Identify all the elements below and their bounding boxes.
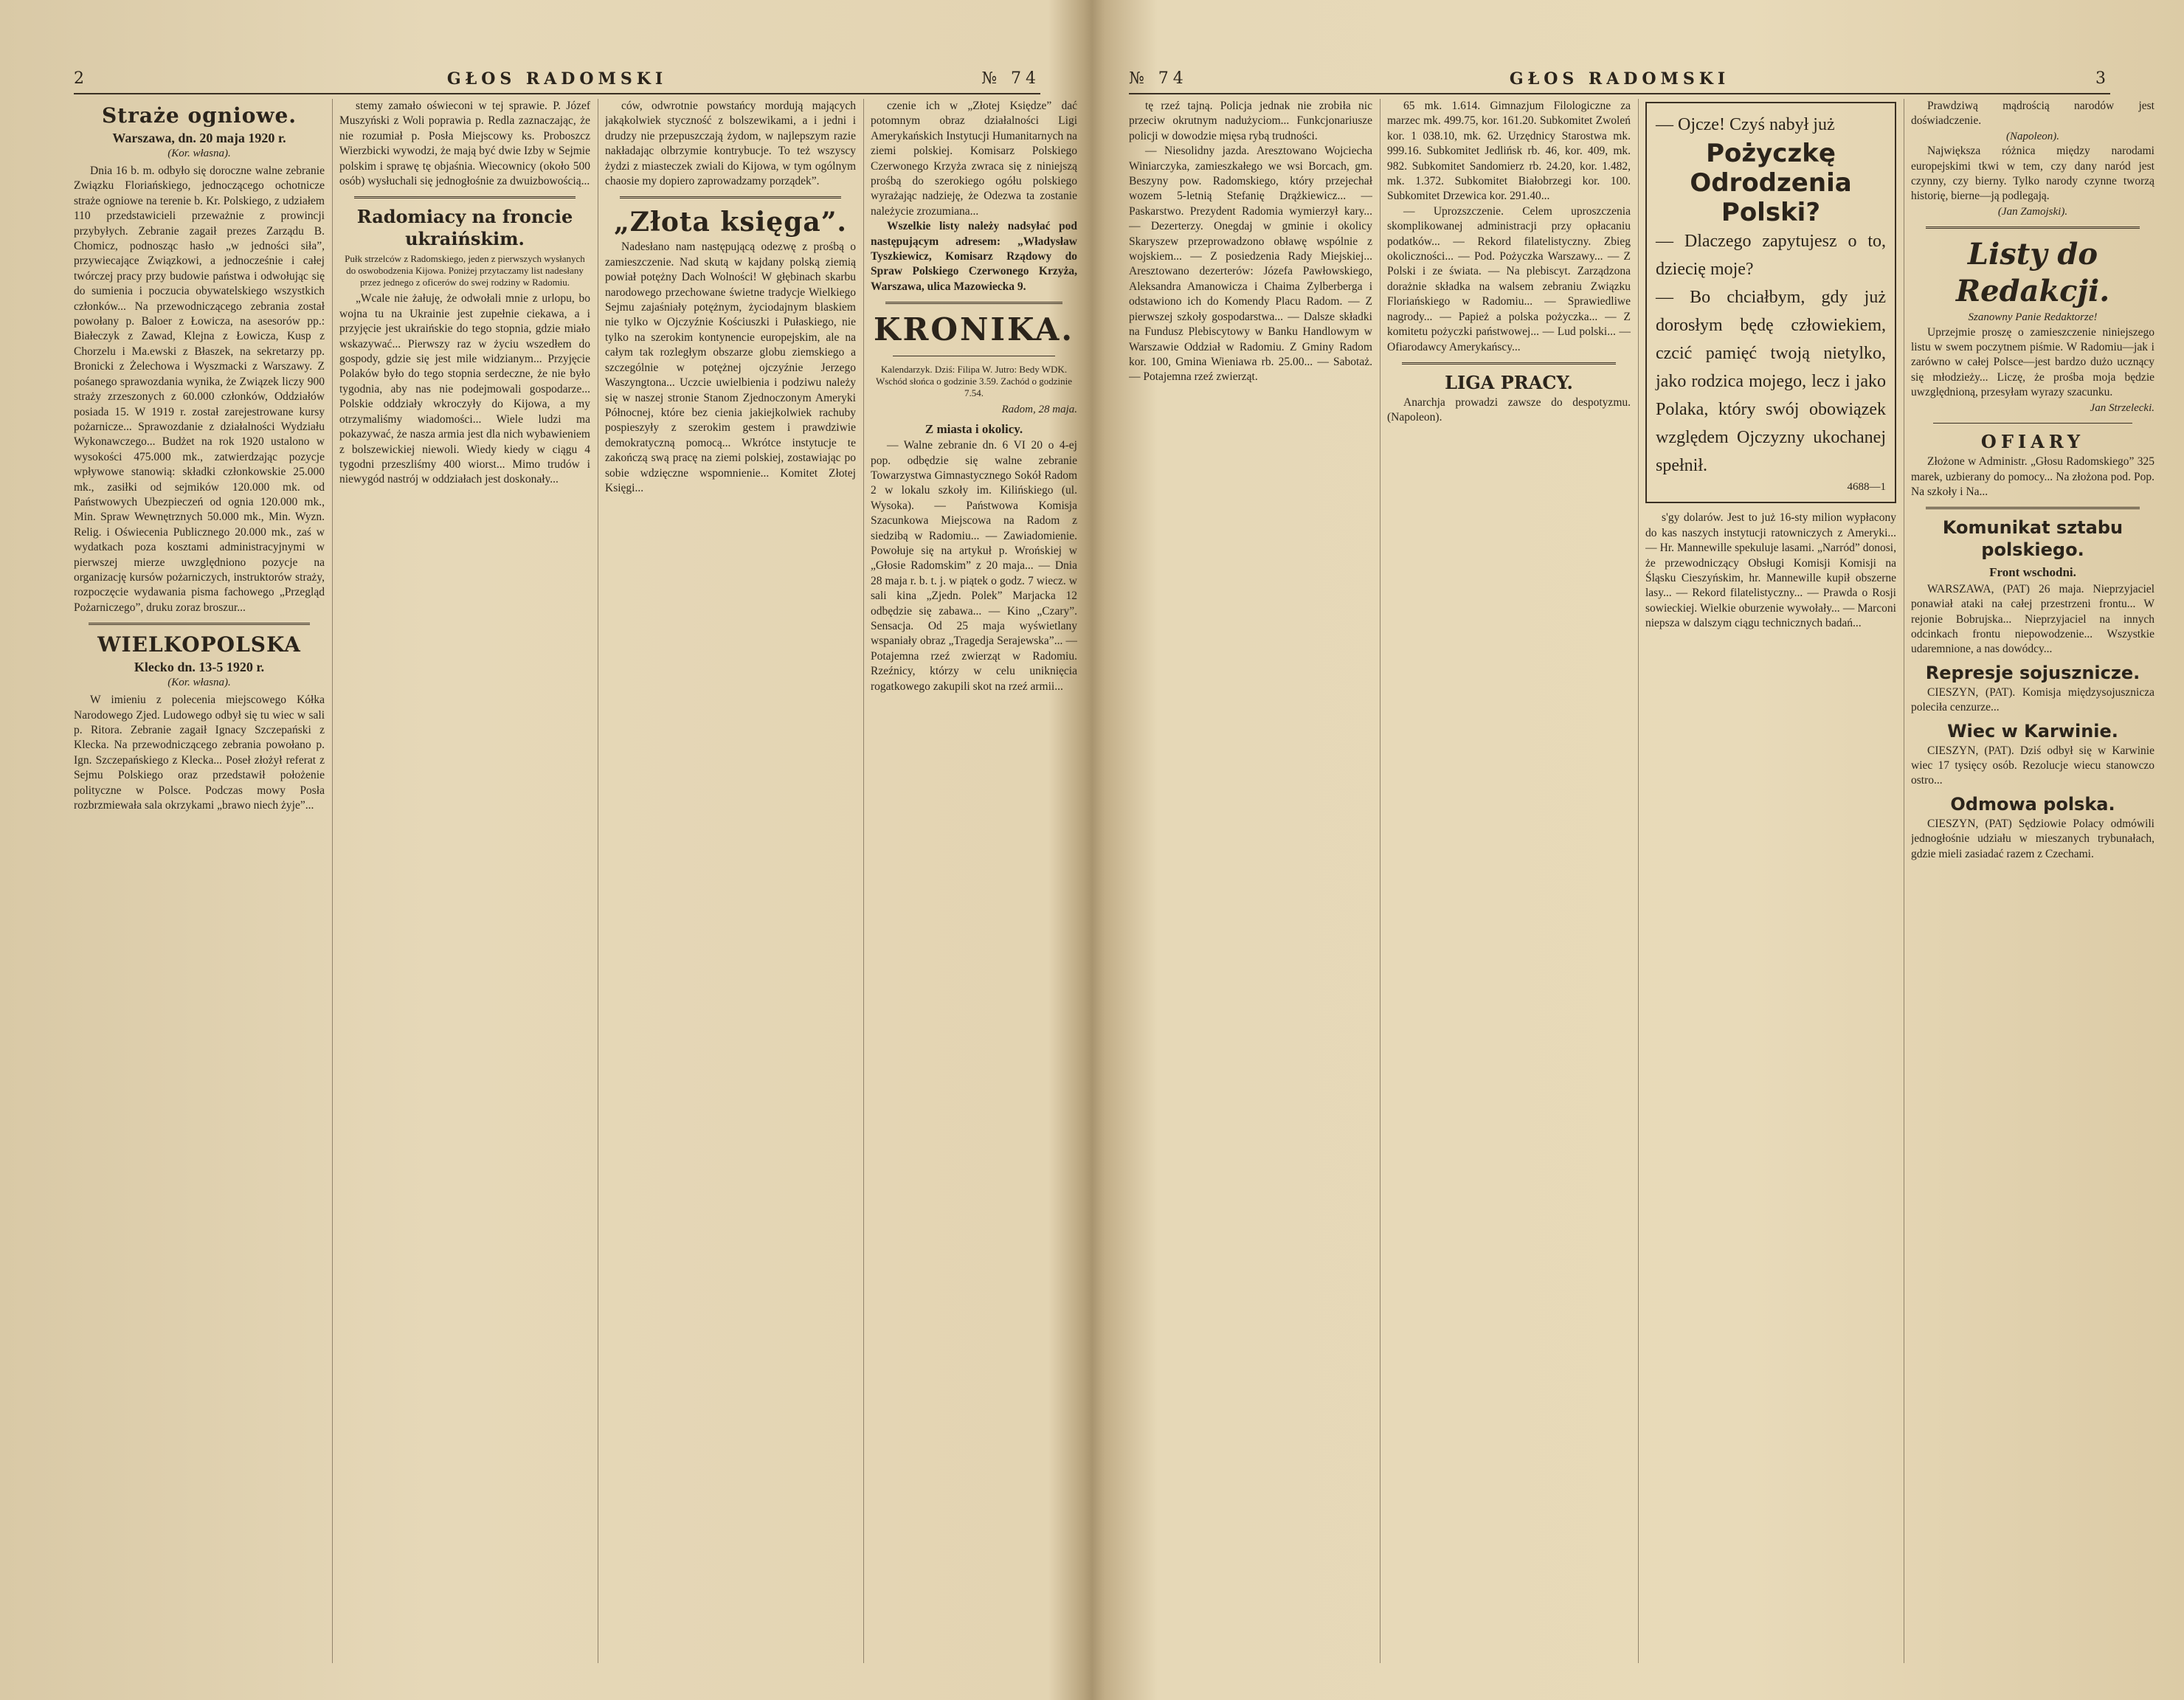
article-byline: (Kor. własna). <box>167 677 231 689</box>
divider <box>1926 507 2140 509</box>
column-2 <box>1387 99 1631 1663</box>
divider <box>89 623 310 625</box>
article-body: WARSZAWA, (PAT) 26 maja. Nieprzyjaciel ponawiał ataki na całej przestrzeni frontu... W rejonie Bobrujska... Nieprzyjaciel na innych odcinkach frontu niepowodzenie... Wszystkie udaremnione, a nas dowódcy... <box>1911 582 2154 656</box>
masthead-title: GŁOS RADOMSKI <box>446 69 668 89</box>
section-headline: OFIARY <box>1980 431 2085 453</box>
article-dateline: Warszawa, dn. 20 maja 1920 r. <box>112 131 286 145</box>
ad-headline: Pożyczkę Odrodzenia Polski? <box>1690 139 1852 227</box>
ad-reference: 4688—1 <box>1847 481 1886 493</box>
article-note: Pułk strzelców z Radomskiego, jeden z pierwszych wysłanych do oswobodzenia Kijowa. Poniżej przytaczamy list nadesłany przez jednego z oficerów do swej rodziny w Radomiu. <box>345 253 585 288</box>
column-4 <box>871 99 1077 1663</box>
page-number: 2 <box>74 69 89 88</box>
letters-headline: Listy do Redakcji. <box>1955 237 2110 309</box>
article-body: Nadesłano nam następującą odezwę z prośbą o zamieszczenie. Nad skutą w kajdany polską ziemią powiał potężny Dach Wolności! W głębinach skarbu narodowego przechowane świetne tradycje Wielkiego Sejmu zajaśniały potężnym, życiodajnym blaskiem nie tylko w Ojczyźnie Kościuszki i Pułaskiego, nie tylko na szerokim kontynencie europejskim, ale na całym tak rozległym obszarze globu ziemskiego a szczególnie w potężnej ojczyźnie Jerzego Waszyngtona... Uczcie uwielbienia i podziwu należy się w naszej stronie Stanom Zjednoczonym Ameryki Północnej, które bez cienia jakiejkolwiek rachuby pospieszyły z szerokim gestem i prawdziwie demokratyczną pomocą... Wkrótce instytucje te zakończą swą pracę na ziemi polskiej, zostawiając po sobie wdzięczne wspomnienie... Komitet Złotej Księgi... <box>605 241 856 494</box>
article-body: stemy zamało oświeconi w tej sprawie. P. Józef Muszyński z Woli poprawia p. Redla zaznaczając, że nie rozumiał p. Posła Miejscowy ks. Proboszcz Wierzbicki wywodzi, że mają być dwie Izby w Sejmie polskim i sprawę tę objaśnia. Wiecownicy (około 500 osób) wysłuchali się jednogłośnie za dwuizbowością... <box>339 100 590 188</box>
divider <box>885 302 1062 304</box>
article-body: s'gy dolarów. Jest to już 16-sty milion wypłacony do kas naszych instytucji ratowniczych z Ameryki... — Hr. Mannewille spekuluje lasami. „Narród” donosi, że przewodniczący Obsługi Komisji Komisji na Śląsku Cieszyńskim, hr. Mannewille kupił obszerne lasy... — Rekord filatelistyczny... — Prawda o Rosji sowieckiej. Wielkie oburzenie wywołały... — Marconi niepsza w dalszym ciągu technicznych badań... <box>1645 511 1896 630</box>
article-body: CIESZYN, (PAT) Sędziowie Polacy odmówili jednogłośnie udziału w mieszanych trybunałach, gdzie mieli zasiadać razem z Czechami. <box>1911 817 2154 860</box>
article-headline: Radomiacy na froncie ukraińskim. <box>356 206 573 250</box>
column-rule <box>1638 99 1639 1663</box>
masthead-title: GŁOS RADOMSKI <box>1509 69 1730 89</box>
article-headline: WIELKOPOLSKA <box>97 632 301 657</box>
section-headline: KRONIKA. <box>873 311 1075 348</box>
article-address: Wszelkie listy należy nadsyłać pod następującym adresem: „Władysław Tyszkiewicz, Komisarz Rządowy do Spraw Polskiego Czerwonego Krzyża, Warszawa, ulica Mazowiecka 9. <box>871 220 1077 293</box>
right-page <box>1099 0 2184 1700</box>
article-headline: Represje sojusznicze. <box>1925 662 2140 683</box>
article-body: — Walne zebranie dn. 6 VI 20 o 4-ej pop. odbędzie się walne zebranie Towarzystwa Gimnastycznego Sokół Radom 2 w lokalu szkoły im. Kilińskiego (ul. Wysoka). — Państwowa Komisja Szacunkowa Miejscowa na Radom z siedzibą w Radomiu... — Zawiadomienie. Powołuje się na artykuł p. Wrońskiej w „Głosie Radomskim” z 20 maja... — Dnia 28 maja r. b. t. j. w piątek o godz. 7 wiecz. w sali kina „Zjedn. Polek” Marjacka 12 odbędzie się zabawa... — Kino „Czary”. Sensacja. Od 25 maja wyświetlany wspaniały obraz „Tragedja Serajewska”... — Potajemna rzeź zwierząt w Radomiu. Rzeźnicy, którzy w celu uniknięcia rogatkowego zakupili skot na rzeź armii... <box>871 439 1077 693</box>
article-dateline: Klecko dn. 13-5 1920 r. <box>134 660 265 675</box>
article-body: Anarchja prowadzi zawsze do despotyzmu. (Napoleon). <box>1387 395 1631 424</box>
place-date: Radom, 28 maja. <box>1001 404 1077 416</box>
quote-author: (Jan Zamojski). <box>1997 205 2068 218</box>
article-headline: Komunikat sztabu polskiego. <box>1942 517 2123 561</box>
article-body: CIESZYN, (PAT). Dziś odbył się w Karwinie wiec 17 tysięcy osób. Rezolucje wiecu stanowczo ostro... <box>1911 744 2154 787</box>
letters-salutation: Szanowny Panie Redaktorze! <box>1968 311 2098 324</box>
article-body: W imieniu z polecenia miejscowego Kółka Narodowego Zjed. Ludowego odbył się tu wiec w sali p. Ritora. Zebranie zagaił Ignacy Szczepański z Klecka. Na przewodniczącego zebrania powołano p. Ign. Szczepańskiego z Klecka... Poseł złożył referat z Sejmu Polskiego oraz przedstawił położenie polityczne w Polsce. Podczas mowy Posła rozbrzmiewała sala okrzykami „brawo niech żyje”... <box>74 694 325 812</box>
divider <box>354 196 576 198</box>
article-body: — Niesolidny jazda. Aresztowano Wojciecha Winiarczyka, zamieszkałego we wsi Borcach, gm. Beszyny pow. Radomskiego, który przejechał wozem 5-letnią Stefanię Drążkiewicz... — Paskarstwo. Prezydent Radomia wymierzył kary... — Dezerterzy. Onegdaj w gminie i okolicy Skaryszew przeprowadzono obławę wspólnie z wojskiem... — Z posiedzenia Rady Miejskiej... Aresztowano dezerterów: Józefa Pawłowskiego, Aleksandra Amanowicza i Chaima Zylberberga i odstawiono ich do Komendy Placu Radom. — Z pierwszej szkoły gospodarstwa... — Dalsze składki na Fundusz Plebiscytowy w Banku Handlowym w Warszawie Oddział w Radomiu. Z Gminy Radom kor. 100, Gmina Wieniawa rb. 25.00... — Sabotaż. — Potajemna rzeź zwierząt. <box>1129 145 1372 384</box>
issue-number: № 74 <box>1129 69 1188 88</box>
column-3 <box>605 99 856 1663</box>
article-body: — Uprozszczenie. Celem uproszczenia skomplikowanej administracji przy opłacaniu podatków... — Rekord filatelistyczny. Zbieg okoliczności... — Pod. Pożyczka Warszawy... — Z Polski i ze świata. — Na plebiscyt. Zarządzona dorażnie składka na walsem zebraniu Związku Floriańskiego w Radomiu... — Sprawiedliwe nagrody... — Papież a polska pożyczka... — Z komitetu pożyczki państwowej... — Lud polski... — Ofiarodawcy Amerykańscy... <box>1387 204 1631 353</box>
quote-author: (Napoleon). <box>2005 130 2060 142</box>
column-2 <box>339 99 590 1663</box>
column-4 <box>1911 99 2154 1663</box>
article-byline: (Kor. własna). <box>167 148 231 159</box>
divider <box>1933 423 2132 424</box>
section-subheading: Z miasta i okolicy. <box>925 421 1023 436</box>
loan-advertisement <box>1645 102 1896 503</box>
issue-number: № 74 <box>981 69 1040 88</box>
column-rule <box>863 99 864 1663</box>
divider <box>1402 362 1616 364</box>
article-body: 65 mk. 1.614. Gimnazjum Filologiczne za marzec mk. 499.75, kor. 161.20. Subkomitet Zwoleń kor. 1 038.10, mk. 62. Urzędnicy Starostwa mk. 999.16. Subkomitet Jedlińsk rb. 46, kor. 409, mk. 982. Subkomitet Sandomierz rb. 24.20, kor. 1.482, mk. 1.372. Subkomitet Białobrzegi kor. 100. Subkomitet Drzewica kor. 291.40... <box>1387 100 1631 203</box>
column-1 <box>74 99 325 1663</box>
column-1 <box>1129 99 1372 1663</box>
column-3 <box>1645 99 1896 1663</box>
quote: Największa różnica między narodami europejskimi tkwi w tem, czy dany naród jest czynny, czy bierny. Tylko narody czynne tworzą historię, bierne—ją podlegają. <box>1911 145 2154 203</box>
ad-line: — Ojcze! Czyś nabył już <box>1656 115 1835 134</box>
article-headline: Wiec w Karwinie. <box>1947 720 2118 742</box>
running-head-left <box>74 65 1040 94</box>
divider <box>1926 227 2140 229</box>
article-body: Dnia 16 b. m. odbyło się doroczne walne zebranie Związku Floriańskiego, jednoczącego ochotnicze straże ogniowe na terenie b. Kr. Polskiego, z udziałem 110 przedstawicieli przeważnie z prowincji przybyłych. Zebranie zagaił prezes Zarządu B. Chomicz, podnosząc hasło „w jedności siła”, przywiecające Związkowi, a jednocześnie i całej twórczej pracy przy budowie państwa i odwołując się do sumienia i poczucia obywatelskiego wszystkich członków... Na przewodniczącego zebrania został powołany p. Baloer z Łowicza, na asesorów pp.: Białeczyk z Zawad, Klejna z Łowicza, Kusp z Chorzelu i Ma.ewski z Błaszek, na sekretarzy pp. Bronicki z Żelechowa i Wyszmacki z Warszawy. Z pośanego sprawozdania wynika, że Związek liczy 900 straży zrzeszonych z 60.000 członków, Oddziałów posiada 15. W 1919 r. został zarejestrowane kursy pożarnicze... Sprawozdanie z działalności Wydziału Wykonawczego... Budżet na rok 1920 ustalono w wysokości 475.000 mk., zatwierdzając pozycje wpływowe stanowią: składki członkowskie 25.000 mk., zasiłki od sejmików 120.000 mk. od Państwowych Ubezpieczeń od ognia 120.000 mk., Min. Spraw Wewnętrznych 50.000 mk., Min. Wyzn. Relig. i Oświecenia Publicznego 20.000 mk., zaś w wydatkach poza kosztami administracyjnymi w pierwszej mierze uwzględniono pozycje na organizację kursów pożarniczych, instruktorów straży, rozpoczęcie wydawania pisma fachowego „Przegląd Pożarniczego”, druku zoraz broszur... <box>74 165 325 614</box>
running-head-right <box>1129 65 2110 94</box>
letters-body: Uprzejmie proszę o zamieszczenie niniejszego listu w swem poczytnem piśmie. W Radomiu—jak i zarówno w całej Polsce—jest bardzo dużo ucznący się młodzieży... Liczę, że prośba moja będzie uwzględnioną, przesyłam wyrazy szacunku. <box>1911 325 2154 399</box>
offers-body: Złożone w Administr. „Głosu Radomskiego” 325 marek, uzbierany do pomocy... Na złożona pod. Pop. Na szkoły i Na... <box>1911 455 2154 498</box>
page-number: 3 <box>2095 69 2110 88</box>
article-body: tę rzeź tajną. Policja jednak nie zrobiła nic przeciw okrutnym nadużyciom... Funkcjonariusze policji w dowodzie mięsa rybą trudności. <box>1129 100 1372 142</box>
article-body: czenie ich w „Złotej Księdze” dać potomnym obraz działalności Ligi Amerykańskich Instytucji Humanitarnych na ziemi polskiej. Komisarz Polskiego Czerwonego Krzyża zwraca się z niniejszą prośbą do szerokiego ogółu polskiego wyrażając nadzieję, że Odezwa ta zostanie należycie zrozumiana... <box>871 100 1077 218</box>
article-body: „Wcale nie żałuję, że odwołali mnie z urlopu, bo wojna tu na Ukrainie jest zupełnie ciekawa, a i przyjęcie jest ukraińskie do tego stopnia, gdzie miało wskazywać... Pierwszy raz w życiu wszedłem do gospody, gdzie się jest mile widzianym... Przyjęcie Polaków było do tego stopnia serdeczne, że nie było tygodnia, aby nas nie podejmowali gospodarze... Polskie oddziały wkroczyły do Kijowa, a my otrzymaliśmy wiadomości... Wiele ludzi ma pokazywać, że nasza armia jest dla nich wybawieniem z bolszewickiej niewoli. Wiedy kiedy w ciągu 4 tygodni przeszliśmy 400 wiorst... Mimo trudów i niewygód nastrój w oddziałach jest doskonały... <box>339 292 590 486</box>
article-headline: Odmowa polska. <box>1950 793 2115 815</box>
divider <box>620 196 841 198</box>
ad-line: — Bo chciałbym, gdy już dorosłym będę człowiekiem, czcić pamięć twoją nietylko, jako rodzica mojego, lecz i jako Polaka, który swój obowiązek względem Ojczyzny ukochanej spełnił. <box>1656 288 1886 475</box>
article-subheading: Front wschodni. <box>1989 565 2076 580</box>
article-headline: Straże ogniowe. <box>101 103 297 128</box>
article-body: CIESZYN, (PAT). Komisja międzysojusznicza poleciła cenzurze... <box>1911 685 2154 714</box>
left-page <box>0 0 1085 1700</box>
article-body: ców, odwrotnie powstańcy mordują mających jakąkolwiek styczność z bolszewikami, a i jedni i drudzy nie przepuszczają żydom, w najlepszym razie nakładając olbrzymie kontrybucje. To też wszyscy żydzi z miasteczek zwiali do Kijowa, w tym ogólnym chaosie my dopiero zaprowadzamy porządek”. <box>605 100 856 188</box>
quote: Prawdziwą mądrością narodów jest doświadczenie. <box>1911 100 2154 128</box>
ad-line: — Dlaczego zapytujesz o to, dziecię moje? <box>1656 232 1886 279</box>
calendar-note: Kalendarzyk. Dziś: Filipa W. Jutro: Bedy WDK. Wschód słońca o godzinie 3.59. Zachód o godzinie 7.54. <box>875 364 1073 399</box>
letters-author: Jan Strzelecki. <box>2090 401 2154 414</box>
article-headline: LIGA PRACY. <box>1445 371 1573 393</box>
article-headline: „Złota księga”. <box>614 207 847 238</box>
column-rule <box>332 99 333 1663</box>
